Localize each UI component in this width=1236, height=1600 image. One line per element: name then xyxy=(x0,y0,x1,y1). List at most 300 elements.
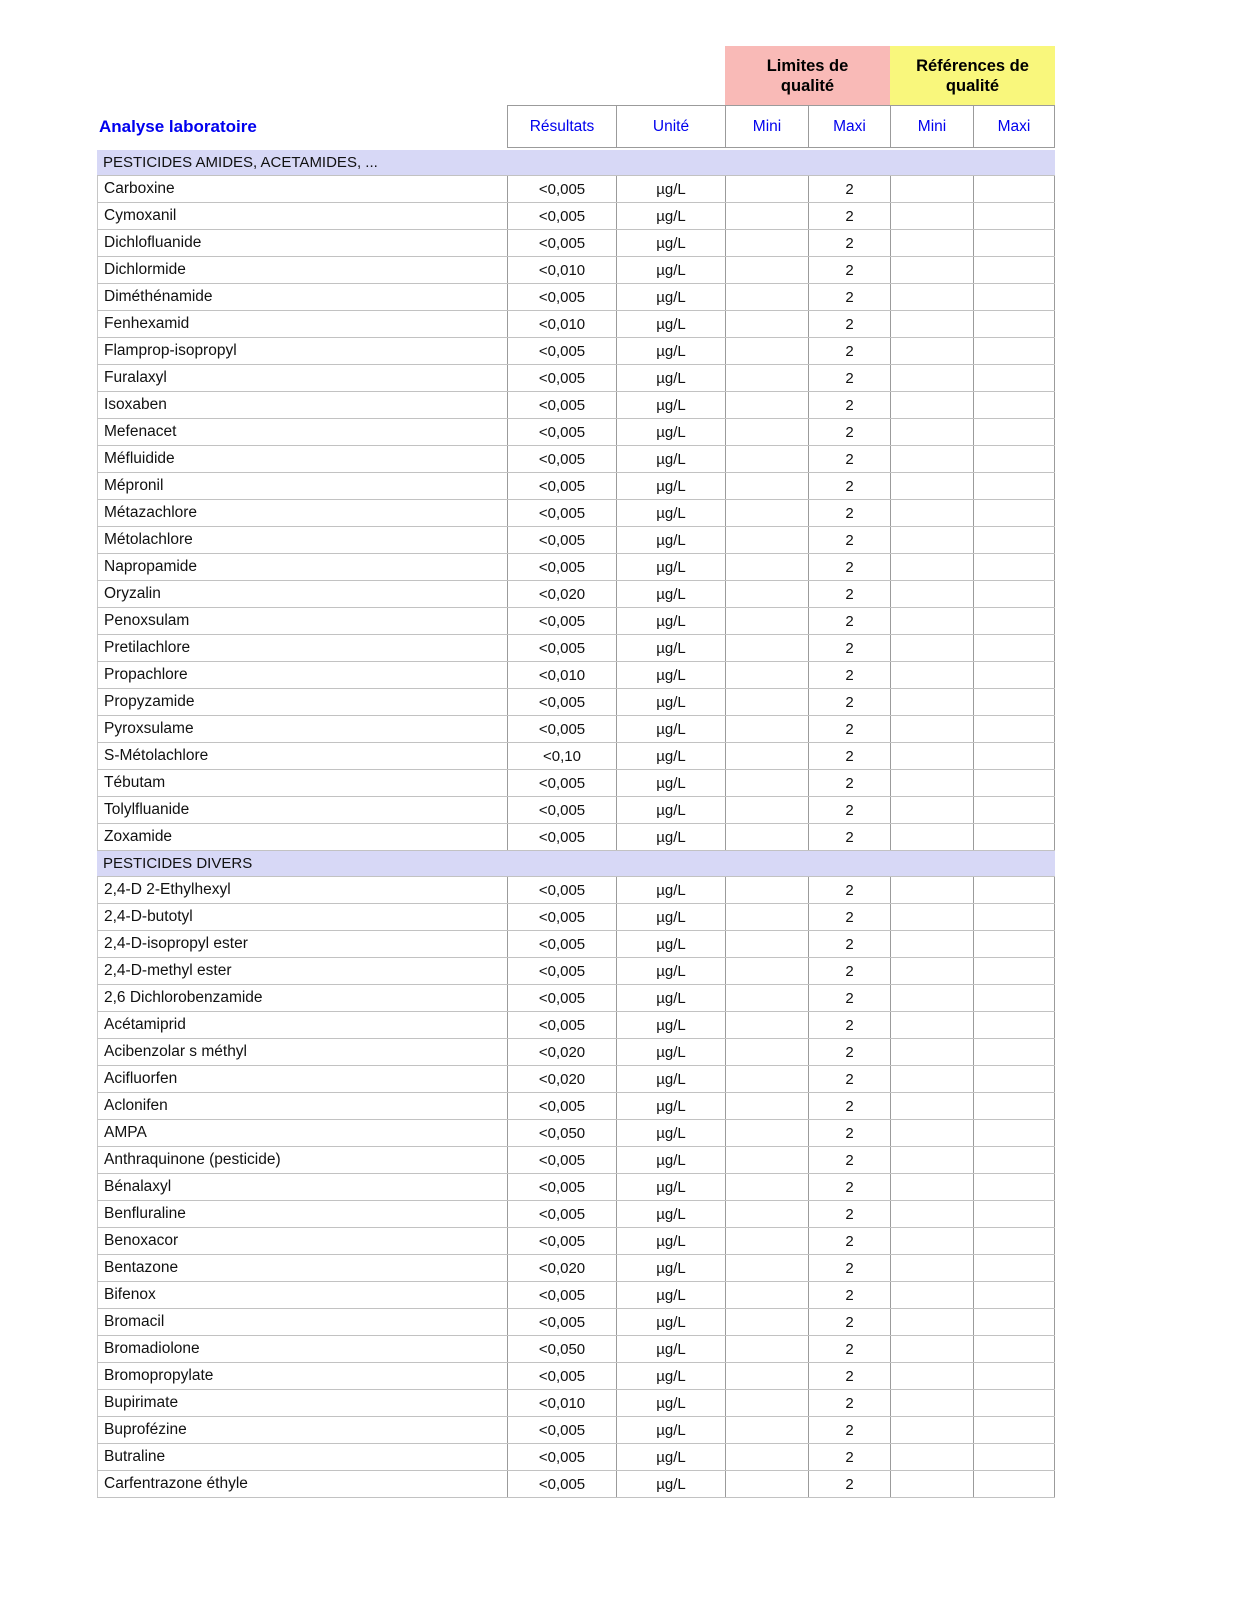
unit-value: µg/L xyxy=(616,824,725,850)
limit-mini-value xyxy=(725,473,808,499)
reference-maxi-value xyxy=(973,365,1055,391)
table-row xyxy=(97,257,1055,284)
substance-name: Acifluorfen xyxy=(97,1066,507,1092)
limit-mini-value xyxy=(725,1417,808,1443)
limit-mini-value xyxy=(725,877,808,903)
unit-value: µg/L xyxy=(616,473,725,499)
limit-mini-value xyxy=(725,230,808,256)
table-row xyxy=(97,608,1055,635)
table-row xyxy=(97,203,1055,230)
table-row xyxy=(97,1363,1055,1390)
result-value: <0,005 xyxy=(507,1417,616,1443)
reference-mini-value xyxy=(890,824,973,850)
result-value: <0,050 xyxy=(507,1336,616,1362)
reference-maxi-value xyxy=(973,743,1055,769)
result-value: <0,10 xyxy=(507,743,616,769)
unit-value: µg/L xyxy=(616,1228,725,1254)
limit-maxi-value: 2 xyxy=(808,716,890,742)
reference-maxi-value xyxy=(973,877,1055,903)
reference-mini-value xyxy=(890,1309,973,1335)
limit-maxi-value: 2 xyxy=(808,284,890,310)
result-value: <0,005 xyxy=(507,770,616,796)
limit-mini-value xyxy=(725,1093,808,1119)
unit-value: µg/L xyxy=(616,635,725,661)
reference-maxi-value xyxy=(973,1309,1055,1335)
result-value: <0,020 xyxy=(507,1255,616,1281)
reference-maxi-value xyxy=(973,581,1055,607)
table-row xyxy=(97,230,1055,257)
reference-maxi-value xyxy=(973,1255,1055,1281)
unit-value: µg/L xyxy=(616,689,725,715)
limit-maxi-value: 2 xyxy=(808,1201,890,1227)
result-value: <0,005 xyxy=(507,931,616,957)
unit-value: µg/L xyxy=(616,1417,725,1443)
reference-maxi-value xyxy=(973,1201,1055,1227)
unit-value: µg/L xyxy=(616,1093,725,1119)
reference-mini-value xyxy=(890,1147,973,1173)
limit-mini-value xyxy=(725,1282,808,1308)
substance-name: Buprofézine xyxy=(97,1417,507,1443)
unit-value: µg/L xyxy=(616,419,725,445)
reference-mini-value xyxy=(890,716,973,742)
unit-value: µg/L xyxy=(616,1066,725,1092)
limit-mini-value xyxy=(725,311,808,337)
limit-mini-value xyxy=(725,176,808,202)
table-row xyxy=(97,716,1055,743)
limit-maxi-value: 2 xyxy=(808,1390,890,1416)
reference-mini-value xyxy=(890,311,973,337)
substance-name: Napropamide xyxy=(97,554,507,580)
limit-mini-value xyxy=(725,985,808,1011)
reference-mini-value xyxy=(890,446,973,472)
unit-value: µg/L xyxy=(616,1120,725,1146)
limit-maxi-value: 2 xyxy=(808,392,890,418)
table-row xyxy=(97,904,1055,931)
table-row xyxy=(97,635,1055,662)
result-value: <0,005 xyxy=(507,1282,616,1308)
limit-mini-value xyxy=(725,904,808,930)
substance-name: Métolachlore xyxy=(97,527,507,553)
limit-maxi-column-header: Maxi xyxy=(808,106,890,147)
reference-mini-value xyxy=(890,1093,973,1119)
reference-maxi-value xyxy=(973,446,1055,472)
result-value: <0,005 xyxy=(507,419,616,445)
result-value: <0,005 xyxy=(507,797,616,823)
unit-value: µg/L xyxy=(616,1444,725,1470)
result-value: <0,005 xyxy=(507,554,616,580)
substance-name: Fenhexamid xyxy=(97,311,507,337)
unit-value: µg/L xyxy=(616,1471,725,1497)
unit-value: µg/L xyxy=(616,338,725,364)
section-header: PESTICIDES DIVERS xyxy=(97,851,1055,877)
limit-maxi-value: 2 xyxy=(808,1039,890,1065)
reference-mini-value xyxy=(890,419,973,445)
substance-name: Aclonifen xyxy=(97,1093,507,1119)
table-row xyxy=(97,1147,1055,1174)
result-value: <0,005 xyxy=(507,1147,616,1173)
limit-mini-value xyxy=(725,608,808,634)
table-row xyxy=(97,1444,1055,1471)
result-value: <0,005 xyxy=(507,1363,616,1389)
result-value: <0,005 xyxy=(507,1471,616,1497)
reference-mini-value xyxy=(890,662,973,688)
limit-maxi-value: 2 xyxy=(808,527,890,553)
result-value: <0,010 xyxy=(507,311,616,337)
reference-maxi-value xyxy=(973,284,1055,310)
substance-name: 2,4-D-isopropyl ester xyxy=(97,931,507,957)
substance-name: Cymoxanil xyxy=(97,203,507,229)
limit-mini-value xyxy=(725,1039,808,1065)
limit-maxi-value: 2 xyxy=(808,1336,890,1362)
limit-mini-value xyxy=(725,1012,808,1038)
unit-value: µg/L xyxy=(616,284,725,310)
result-value: <0,005 xyxy=(507,689,616,715)
reference-mini-value xyxy=(890,743,973,769)
limit-maxi-value: 2 xyxy=(808,419,890,445)
substance-name: AMPA xyxy=(97,1120,507,1146)
reference-mini-value xyxy=(890,581,973,607)
substance-name: Mefenacet xyxy=(97,419,507,445)
table-row xyxy=(97,1309,1055,1336)
result-value: <0,050 xyxy=(507,1120,616,1146)
substance-name: Mépronil xyxy=(97,473,507,499)
reference-mini-value xyxy=(890,635,973,661)
limit-maxi-value: 2 xyxy=(808,1417,890,1443)
unit-value: µg/L xyxy=(616,446,725,472)
limit-maxi-value: 2 xyxy=(808,1363,890,1389)
limit-maxi-value: 2 xyxy=(808,1471,890,1497)
limit-mini-value xyxy=(725,1390,808,1416)
table-row xyxy=(97,1255,1055,1282)
limit-mini-value xyxy=(725,1147,808,1173)
result-value: <0,005 xyxy=(507,365,616,391)
substance-name: Propachlore xyxy=(97,662,507,688)
limit-mini-value xyxy=(725,1228,808,1254)
limit-maxi-value: 2 xyxy=(808,877,890,903)
result-value: <0,005 xyxy=(507,877,616,903)
reference-maxi-value xyxy=(973,1228,1055,1254)
result-value: <0,005 xyxy=(507,527,616,553)
result-value: <0,005 xyxy=(507,338,616,364)
table-body xyxy=(97,150,1055,1498)
reference-mini-value xyxy=(890,770,973,796)
substance-name: Acétamiprid xyxy=(97,1012,507,1038)
table-row xyxy=(97,392,1055,419)
limit-mini-value xyxy=(725,824,808,850)
limit-maxi-value: 2 xyxy=(808,931,890,957)
limit-mini-value xyxy=(725,743,808,769)
table-row xyxy=(97,446,1055,473)
reference-maxi-value xyxy=(973,1120,1055,1146)
result-value: <0,005 xyxy=(507,176,616,202)
unit-value: µg/L xyxy=(616,527,725,553)
table-row xyxy=(97,284,1055,311)
table-row xyxy=(97,1390,1055,1417)
table-row xyxy=(97,1012,1055,1039)
substance-name: Bentazone xyxy=(97,1255,507,1281)
unit-value: µg/L xyxy=(616,877,725,903)
limits-quality-label-line2: qualité xyxy=(780,76,835,95)
reference-mini-value xyxy=(890,203,973,229)
unit-value: µg/L xyxy=(616,554,725,580)
table-row xyxy=(97,689,1055,716)
unit-value: µg/L xyxy=(616,1282,725,1308)
result-value: <0,005 xyxy=(507,1228,616,1254)
unit-value: µg/L xyxy=(616,311,725,337)
unit-value: µg/L xyxy=(616,257,725,283)
result-value: <0,005 xyxy=(507,1012,616,1038)
table-row xyxy=(97,877,1055,904)
reference-maxi-value xyxy=(973,824,1055,850)
result-value: <0,020 xyxy=(507,1066,616,1092)
results-column-header: Résultats xyxy=(507,106,616,147)
result-value: <0,005 xyxy=(507,392,616,418)
limit-mini-value xyxy=(725,1120,808,1146)
reference-mini-value xyxy=(890,1363,973,1389)
reference-mini-value xyxy=(890,1228,973,1254)
limit-maxi-value: 2 xyxy=(808,581,890,607)
substance-name: Propyzamide xyxy=(97,689,507,715)
table-row xyxy=(97,1336,1055,1363)
reference-maxi-value xyxy=(973,662,1055,688)
limit-mini-value xyxy=(725,284,808,310)
substance-name: Bénalaxyl xyxy=(97,1174,507,1200)
result-value: <0,005 xyxy=(507,1201,616,1227)
table-row xyxy=(97,1417,1055,1444)
limit-mini-value xyxy=(725,419,808,445)
reference-maxi-value xyxy=(973,931,1055,957)
limit-maxi-value: 2 xyxy=(808,1066,890,1092)
table-row xyxy=(97,662,1055,689)
reference-mini-value xyxy=(890,1012,973,1038)
reference-maxi-value xyxy=(973,1417,1055,1443)
table-row xyxy=(97,581,1055,608)
unit-value: µg/L xyxy=(616,608,725,634)
substance-name: Dichlofluanide xyxy=(97,230,507,256)
reference-maxi-value xyxy=(973,1336,1055,1362)
limit-mini-value xyxy=(725,1174,808,1200)
reference-mini-value xyxy=(890,500,973,526)
unit-value: µg/L xyxy=(616,581,725,607)
substance-name: Tébutam xyxy=(97,770,507,796)
substance-name: 2,4-D-butotyl xyxy=(97,904,507,930)
unit-value: µg/L xyxy=(616,1363,725,1389)
reference-mini-value xyxy=(890,1282,973,1308)
limit-mini-value xyxy=(725,635,808,661)
unit-value: µg/L xyxy=(616,662,725,688)
table-row xyxy=(97,473,1055,500)
limit-mini-value xyxy=(725,203,808,229)
table-row xyxy=(97,176,1055,203)
limit-maxi-value: 2 xyxy=(808,743,890,769)
limits-quality-group-header xyxy=(725,46,890,105)
table-row xyxy=(97,958,1055,985)
reference-mini-value xyxy=(890,1066,973,1092)
table-row xyxy=(97,419,1055,446)
substance-name: Flamprop-isopropyl xyxy=(97,338,507,364)
result-value: <0,005 xyxy=(507,958,616,984)
table-row xyxy=(97,824,1055,851)
limit-maxi-value: 2 xyxy=(808,365,890,391)
unit-value: µg/L xyxy=(616,1336,725,1362)
limit-mini-value xyxy=(725,1471,808,1497)
limit-mini-value xyxy=(725,1309,808,1335)
reference-maxi-value xyxy=(973,797,1055,823)
limit-maxi-value: 2 xyxy=(808,230,890,256)
result-value: <0,005 xyxy=(507,608,616,634)
unit-value: µg/L xyxy=(616,500,725,526)
reference-maxi-value xyxy=(973,1093,1055,1119)
page-title: Analyse laboratoire xyxy=(99,116,257,136)
substance-name: Oryzalin xyxy=(97,581,507,607)
reference-mini-value xyxy=(890,257,973,283)
substance-name: Pretilachlore xyxy=(97,635,507,661)
table-row xyxy=(97,770,1055,797)
section-header: PESTICIDES AMIDES, ACETAMIDES, ... xyxy=(97,150,1055,176)
table-row xyxy=(97,797,1055,824)
result-value: <0,005 xyxy=(507,446,616,472)
limit-maxi-value: 2 xyxy=(808,608,890,634)
reference-maxi-value xyxy=(973,1147,1055,1173)
reference-maxi-value xyxy=(973,176,1055,202)
references-quality-label-line1: Références de xyxy=(916,56,1029,75)
limit-maxi-value: 2 xyxy=(808,1093,890,1119)
substance-name: 2,6 Dichlorobenzamide xyxy=(97,985,507,1011)
limit-mini-value xyxy=(725,392,808,418)
table-row xyxy=(97,1282,1055,1309)
substance-name: Dichlormide xyxy=(97,257,507,283)
limit-maxi-value: 2 xyxy=(808,904,890,930)
reference-maxi-value xyxy=(973,1363,1055,1389)
result-value: <0,010 xyxy=(507,662,616,688)
reference-maxi-value xyxy=(973,1012,1055,1038)
reference-maxi-value xyxy=(973,338,1055,364)
limit-maxi-value: 2 xyxy=(808,1012,890,1038)
unit-value: µg/L xyxy=(616,392,725,418)
unit-value: µg/L xyxy=(616,797,725,823)
reference-mini-value xyxy=(890,1174,973,1200)
substance-name: Méfluidide xyxy=(97,446,507,472)
table-row xyxy=(97,1228,1055,1255)
result-value: <0,005 xyxy=(507,500,616,526)
limit-maxi-value: 2 xyxy=(808,770,890,796)
reference-mini-value xyxy=(890,904,973,930)
table-row xyxy=(97,931,1055,958)
result-value: <0,005 xyxy=(507,1174,616,1200)
unit-value: µg/L xyxy=(616,904,725,930)
limit-maxi-value: 2 xyxy=(808,446,890,472)
unit-value: µg/L xyxy=(616,1039,725,1065)
limit-mini-value xyxy=(725,931,808,957)
limit-mini-value xyxy=(725,581,808,607)
unit-column-header: Unité xyxy=(616,106,725,147)
reference-mini-value xyxy=(890,608,973,634)
result-value: <0,020 xyxy=(507,581,616,607)
result-value: <0,020 xyxy=(507,1039,616,1065)
unit-value: µg/L xyxy=(616,203,725,229)
table-row xyxy=(97,365,1055,392)
table-row xyxy=(97,1039,1055,1066)
unit-value: µg/L xyxy=(616,958,725,984)
limit-mini-value xyxy=(725,527,808,553)
unit-value: µg/L xyxy=(616,1174,725,1200)
reference-maxi-value xyxy=(973,608,1055,634)
unit-value: µg/L xyxy=(616,985,725,1011)
limit-maxi-value: 2 xyxy=(808,1120,890,1146)
reference-maxi-value xyxy=(973,1390,1055,1416)
substance-name: Métazachlore xyxy=(97,500,507,526)
limit-maxi-value: 2 xyxy=(808,338,890,364)
reference-maxi-value xyxy=(973,311,1055,337)
reference-mini-value xyxy=(890,473,973,499)
table-row xyxy=(97,500,1055,527)
reference-maxi-value xyxy=(973,1039,1055,1065)
reference-maxi-value xyxy=(973,419,1055,445)
reference-maxi-value xyxy=(973,554,1055,580)
table-row xyxy=(97,311,1055,338)
references-quality-group-header xyxy=(890,46,1055,105)
reference-maxi-value xyxy=(973,716,1055,742)
result-value: <0,005 xyxy=(507,230,616,256)
reference-maxi-value xyxy=(973,689,1055,715)
reference-maxi-value xyxy=(973,203,1055,229)
unit-value: µg/L xyxy=(616,176,725,202)
reference-maxi-value xyxy=(973,230,1055,256)
limit-mini-value xyxy=(725,1201,808,1227)
limit-mini-value xyxy=(725,500,808,526)
substance-name: Anthraquinone (pesticide) xyxy=(97,1147,507,1173)
limit-maxi-value: 2 xyxy=(808,554,890,580)
table-row xyxy=(97,554,1055,581)
reference-mini-value xyxy=(890,338,973,364)
substance-name: Bromopropylate xyxy=(97,1363,507,1389)
reference-maxi-value xyxy=(973,770,1055,796)
limit-mini-value xyxy=(725,662,808,688)
substance-name: Furalaxyl xyxy=(97,365,507,391)
substance-name: S-Métolachlore xyxy=(97,743,507,769)
unit-value: µg/L xyxy=(616,770,725,796)
substance-name: Bupirimate xyxy=(97,1390,507,1416)
table-row xyxy=(97,1066,1055,1093)
result-value: <0,005 xyxy=(507,824,616,850)
reference-maxi-value xyxy=(973,985,1055,1011)
limit-maxi-value: 2 xyxy=(808,1282,890,1308)
column-header-row xyxy=(507,105,1055,148)
reference-maxi-value xyxy=(973,473,1055,499)
table-row xyxy=(97,1471,1055,1498)
reference-mini-value xyxy=(890,1444,973,1470)
reference-maxi-value xyxy=(973,1471,1055,1497)
result-value: <0,005 xyxy=(507,635,616,661)
limit-maxi-value: 2 xyxy=(808,500,890,526)
limit-maxi-value: 2 xyxy=(808,1147,890,1173)
substance-name: Acibenzolar s méthyl xyxy=(97,1039,507,1065)
unit-value: µg/L xyxy=(616,1012,725,1038)
table-row xyxy=(97,1093,1055,1120)
substance-name: Tolylfluanide xyxy=(97,797,507,823)
substance-name: Bifenox xyxy=(97,1282,507,1308)
references-quality-label-line2: qualité xyxy=(945,76,1000,95)
reference-maxi-value xyxy=(973,392,1055,418)
table-row xyxy=(97,1120,1055,1147)
reference-mini-value xyxy=(890,284,973,310)
reference-maxi-value xyxy=(973,904,1055,930)
reference-mini-value xyxy=(890,1255,973,1281)
table-row xyxy=(97,527,1055,554)
reference-mini-value xyxy=(890,1390,973,1416)
unit-value: µg/L xyxy=(616,230,725,256)
reference-mini-value xyxy=(890,689,973,715)
